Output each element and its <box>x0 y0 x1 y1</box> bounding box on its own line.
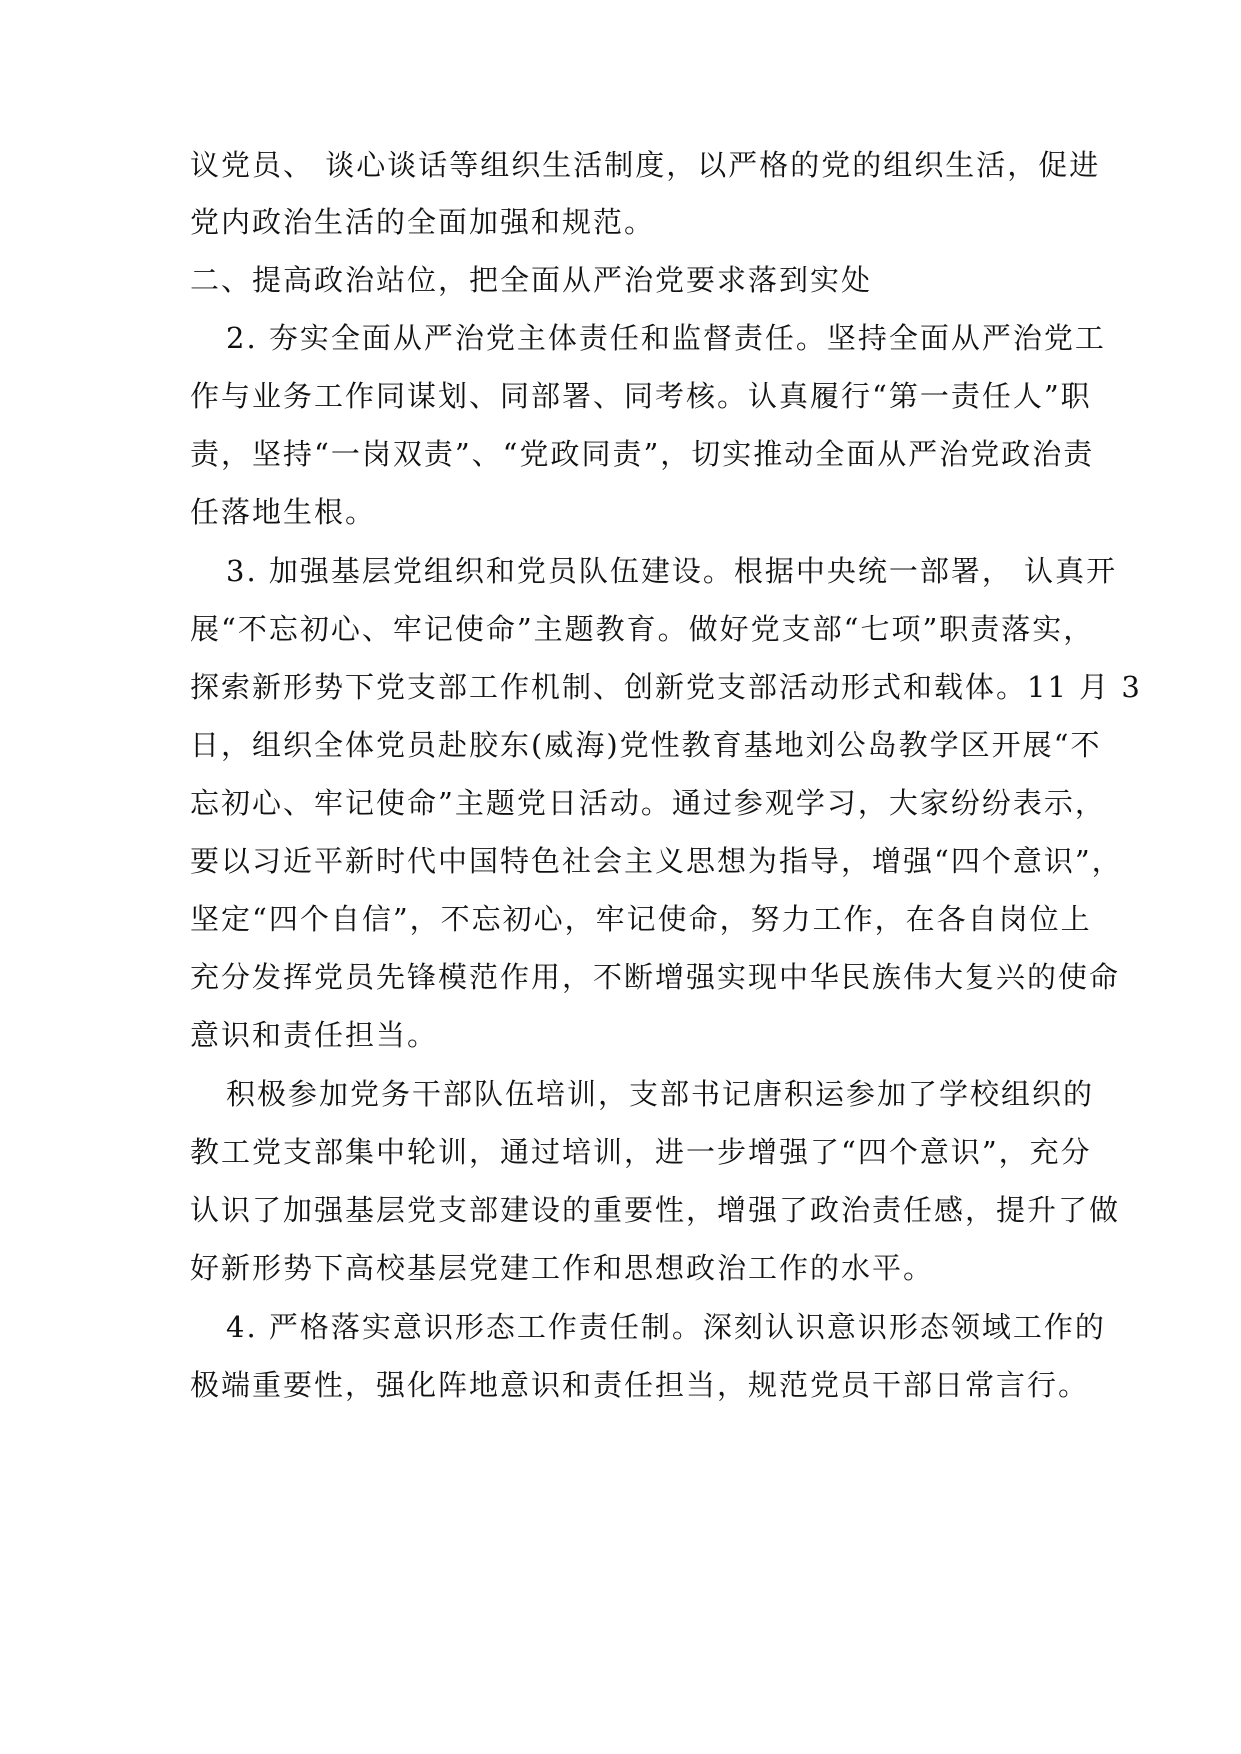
text-line: 议党员、 谈心谈话等组织生活制度，以严格的党的组织生活，促进 <box>190 148 1101 182</box>
text-line: 充分发挥党员先锋模范作用，不断增强实现中华民族伟大复兴的使命 <box>190 960 1121 994</box>
text-line: 积极参加党务干部队伍培训，支部书记唐积运参加了学校组织的 <box>226 1077 1095 1111</box>
text-line: 展“不忘初心、牢记使命”主题教育。做好党支部“七项”职责落实， <box>190 612 1095 646</box>
text-line: 任落地生根。 <box>190 495 377 529</box>
text-line: 认识了加强基层党支部建设的重要性，增强了政治责任感，提升了做 <box>190 1193 1121 1227</box>
text-line: 3. 加强基层党组织和党员队伍建设。根据中央统一部署， 认真开 <box>226 554 1118 588</box>
text-line: 党内政治生活的全面加强和规范。 <box>190 205 656 239</box>
text-line: 作与业务工作同谋划、同部署、同考核。认真履行“第一责任人”职 <box>190 379 1092 413</box>
text-line: 2. 夯实全面从严治党主体责任和监督责任。坚持全面从严治党工 <box>226 321 1106 355</box>
text-line: 极端重要性，强化阵地意识和责任担当，规范党员干部日常言行。 <box>190 1368 1090 1402</box>
text-line: 要以习近平新时代中国特色社会主义思想为指导，增强“四个意识”， <box>190 844 1123 878</box>
text-line: 日，组织全体党员赴胶东(威海)党性教育基地刘公岛教学区开展“不 <box>190 728 1102 762</box>
text-line: 坚定“四个自信”，不忘初心，牢记使命，努力工作，在各自岗位上 <box>190 902 1092 936</box>
text-line: 忘初心、牢记使命”主题党日活动。通过参观学习，大家纷纷表示， <box>190 786 1106 820</box>
text-line: 教工党支部集中轮训，通过培训，进一步增强了“四个意识”，充分 <box>190 1135 1092 1169</box>
text-line: 好新形势下高校基层党建工作和思想政治工作的水平。 <box>190 1251 935 1285</box>
section-heading: 二、提高政治站位，把全面从严治党要求落到实处 <box>190 263 873 297</box>
text-line: 意识和责任担当。 <box>190 1018 439 1052</box>
text-line: 4. 严格落实意识形态工作责任制。深刻认识意识形态领域工作的 <box>226 1310 1106 1344</box>
text-line: 责，坚持“一岗双责”、“党政同责”，切实推动全面从严治党政治责 <box>190 437 1095 471</box>
text-line: 探索新形势下党支部工作机制、创新党支部活动形式和载体。11 月 3 <box>190 670 1142 704</box>
